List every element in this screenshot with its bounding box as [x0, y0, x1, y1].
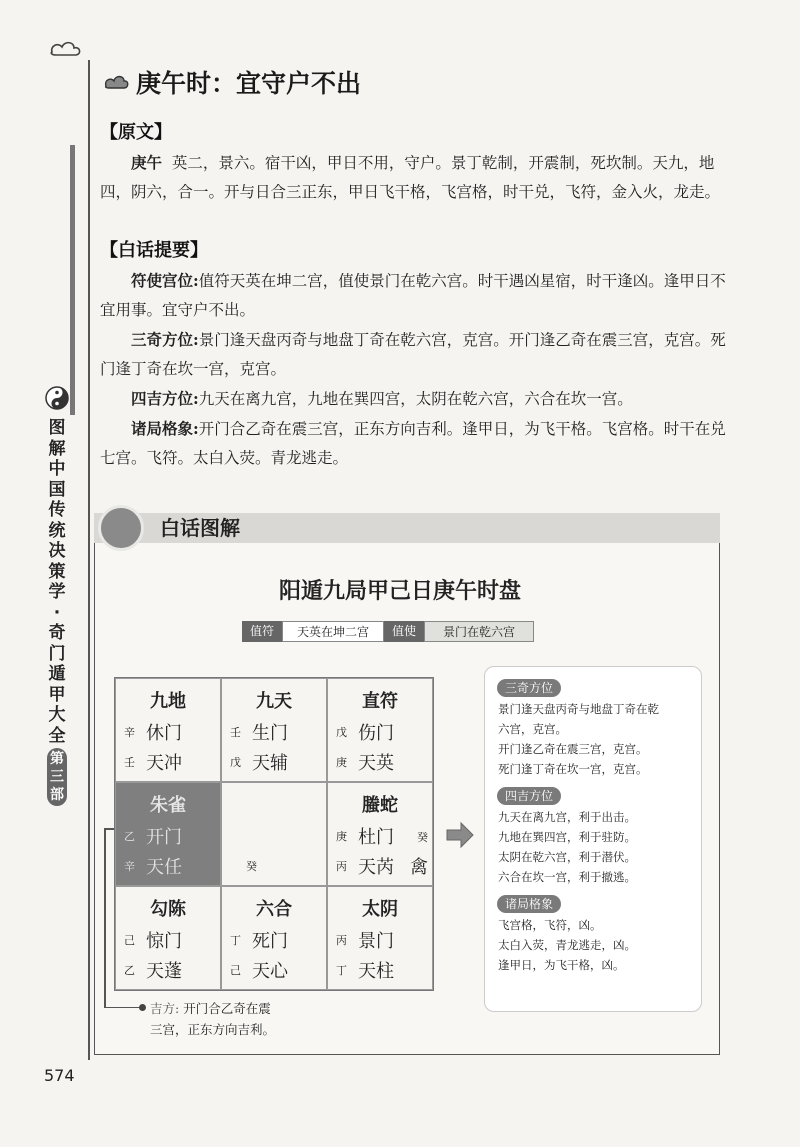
palace-cell: [327, 782, 433, 886]
summary-text: 景门逢天盘丙奇与地盘丁奇在乾六宫，克宫。开门逢乙奇在震三宫，克宫。死门逢丁奇在坎一宫，克宫。: [100, 331, 726, 378]
zhuju-block: [485, 893, 701, 975]
deity-label: 螣蛇: [362, 795, 398, 816]
deity-label: 太阴: [362, 899, 398, 920]
star: 天柱: [358, 961, 394, 982]
extra-star: 禽: [410, 857, 428, 878]
jifang-caption: [150, 998, 275, 1040]
star: 天芮: [358, 857, 394, 878]
stem: 辛: [124, 726, 135, 739]
stem: 辛: [124, 860, 135, 873]
summary-heading: 【白话提要】: [100, 240, 208, 261]
door-row: [124, 823, 182, 849]
note-line: 九天在离九宫，利于出击。: [498, 810, 636, 824]
zhifu-bar: [242, 621, 534, 642]
stem: 壬: [230, 726, 241, 739]
stem: 乙: [124, 830, 135, 843]
palace-cell: [221, 886, 327, 990]
summary-item: [100, 384, 732, 414]
zhishi-label: 值使: [384, 621, 424, 642]
star: 天心: [252, 961, 288, 982]
star: 天冲: [146, 753, 182, 774]
star-row: [336, 749, 394, 775]
star-row: [124, 957, 182, 983]
door: 杜门: [358, 827, 394, 848]
note-line: 死门逢丁奇在坎一宫，克宫。: [498, 762, 648, 776]
door: 开门: [146, 827, 182, 848]
note-line: 六合在坎一宫，利于撤逃。: [498, 870, 636, 884]
star: 天任: [146, 857, 182, 878]
diagram-band-title: 白话图解: [160, 516, 240, 540]
callout-line: [104, 1007, 140, 1008]
summary-text: 开门合乙奇在震三宫，正东方向吉利。逢甲日，为飞干格。飞宫格。时干在兑七宫。飞符。太白入荧。青龙逃走。: [100, 420, 726, 467]
note-line: 九地在巽四宫，利于驻防。: [498, 830, 636, 844]
summary-label: 四吉方位:: [131, 389, 199, 408]
door: 死门: [252, 931, 288, 952]
extra-stem: 癸: [417, 831, 428, 844]
summary-section: [100, 236, 732, 473]
zhuju-tag: 诸局格象: [497, 895, 561, 913]
original-text: 英二，景六。宿干凶，甲日不用，守户。景丁乾制，开震制，死坎制。天九，地四，阴六，合一。开与日合三正东，甲日飞干格，飞宫格，时干兑，飞符，金入火，龙走。: [100, 154, 721, 201]
door: 生门: [252, 723, 288, 744]
star-row: [336, 853, 394, 879]
door: 休门: [146, 723, 182, 744]
stem: 己: [124, 934, 135, 947]
arrow-right-icon: [445, 820, 475, 850]
original-label: 庚午: [131, 153, 163, 172]
star: 天蓬: [146, 961, 182, 982]
palace-cell-highlighted: [115, 782, 221, 886]
side-band: [70, 145, 75, 415]
stem: 庚: [336, 756, 347, 769]
stem: 丙: [336, 934, 347, 947]
palace-cell-center: [221, 782, 327, 886]
sanqi-block: [485, 677, 701, 779]
palace-cell: [327, 886, 433, 990]
chart-title: 阳遁九局甲己日庚午时盘: [278, 579, 521, 604]
side-title-text: 图解中国传统决策学·奇门遁甲大全: [48, 418, 66, 746]
jifang-label: 吉方:: [150, 1001, 180, 1016]
star: 天辅: [252, 753, 288, 774]
palace-grid: [114, 677, 434, 991]
deity-label: 六合: [256, 899, 292, 920]
door: 惊门: [146, 931, 182, 952]
summary-text: 九天在离九宫，九地在巽四宫，太阴在乾六宫，六合在坎一宫。: [198, 390, 633, 408]
center-stem: 癸: [246, 860, 257, 873]
original-section: [100, 118, 732, 207]
margin-rule: [88, 60, 90, 1060]
note-line: 太阴在乾六宫，利于潜伏。: [498, 850, 636, 864]
sanqi-tag: 三奇方位: [497, 679, 561, 697]
star-row: [230, 957, 288, 983]
callout-line: [104, 828, 114, 830]
diagram-emblem-icon: [98, 505, 144, 551]
stem: 丁: [336, 964, 347, 977]
palace-cell: [115, 886, 221, 990]
zhifu-label: 值符: [242, 621, 282, 642]
summary-text: 值符天英在坤二宫，值使景门在乾六宫。时干遇凶星宿，时干逢凶。逢甲日不宜用事。宜守户不出。: [100, 272, 726, 319]
door-row: [336, 719, 394, 745]
stem: 乙: [124, 964, 135, 977]
door-row: [124, 927, 182, 953]
door: 景门: [358, 931, 394, 952]
part-badge: 第三部: [47, 748, 67, 806]
jifang-line1: 开门合乙奇在震: [183, 1001, 271, 1016]
star-row: [230, 749, 288, 775]
door-row: [336, 823, 394, 849]
stem: 壬: [124, 756, 135, 769]
taiji-icon: [44, 385, 70, 411]
stem: 丁: [230, 934, 241, 947]
summary-item: [100, 325, 732, 384]
door-row: [124, 719, 182, 745]
deity-label: 九天: [256, 691, 292, 712]
page-number: 574: [44, 1066, 75, 1085]
deity-label: 直符: [362, 691, 398, 712]
star-row: [124, 749, 182, 775]
note-line: 逢甲日，为飞干格，凶。: [498, 958, 625, 972]
door-row: [336, 927, 394, 953]
door: 伤门: [358, 723, 394, 744]
stem: 戊: [230, 756, 241, 769]
summary-label: 三奇方位:: [131, 330, 199, 349]
deity-label: 朱雀: [150, 795, 186, 816]
summary-label: 符使宫位:: [131, 271, 199, 290]
note-line: 太白入荧，青龙逃走，凶。: [498, 938, 636, 952]
note-line: 六宫，克宫。: [498, 722, 567, 736]
summary-item: [100, 414, 732, 473]
cloud-title-icon: [103, 72, 129, 94]
palace-cell: [221, 678, 327, 782]
stem: 戊: [336, 726, 347, 739]
summary-label: 诸局格象:: [131, 419, 199, 438]
stem: 庚: [336, 830, 347, 843]
siji-tag: 四吉方位: [497, 787, 561, 805]
jifang-line2: 三宫，正东方向吉利。: [150, 1022, 276, 1037]
summary-item: [100, 266, 732, 325]
siji-block: [485, 785, 701, 887]
side-book-title: [46, 418, 68, 806]
original-paragraph: [100, 148, 732, 207]
stem: 丙: [336, 860, 347, 873]
star-row: [336, 957, 394, 983]
stem: 己: [230, 964, 241, 977]
original-heading: 【原文】: [100, 122, 172, 143]
notes-panel: [484, 666, 702, 1012]
door-row: [230, 927, 288, 953]
zhishi-value: 景门在乾六宫: [424, 621, 534, 642]
door-row: [230, 719, 288, 745]
star-row: [124, 853, 182, 879]
palace-cell: [327, 678, 433, 782]
deity-label: 九地: [150, 691, 186, 712]
note-line: 开门逢乙奇在震三宫，克宫。: [498, 742, 648, 756]
note-line: 飞宫格，飞符，凶。: [498, 918, 602, 932]
deity-label: 勾陈: [150, 899, 186, 920]
section-title: 庚午时：宜守户不出: [136, 69, 362, 98]
palace-cell: [115, 678, 221, 782]
cloud-ornament-icon: [48, 38, 84, 60]
star: 天英: [358, 753, 394, 774]
callout-dot: [139, 1004, 146, 1011]
zhifu-value: 天英在坤二宫: [282, 621, 384, 642]
callout-line: [104, 828, 106, 1008]
note-line: 景门逢天盘丙奇与地盘丁奇在乾: [498, 702, 659, 716]
